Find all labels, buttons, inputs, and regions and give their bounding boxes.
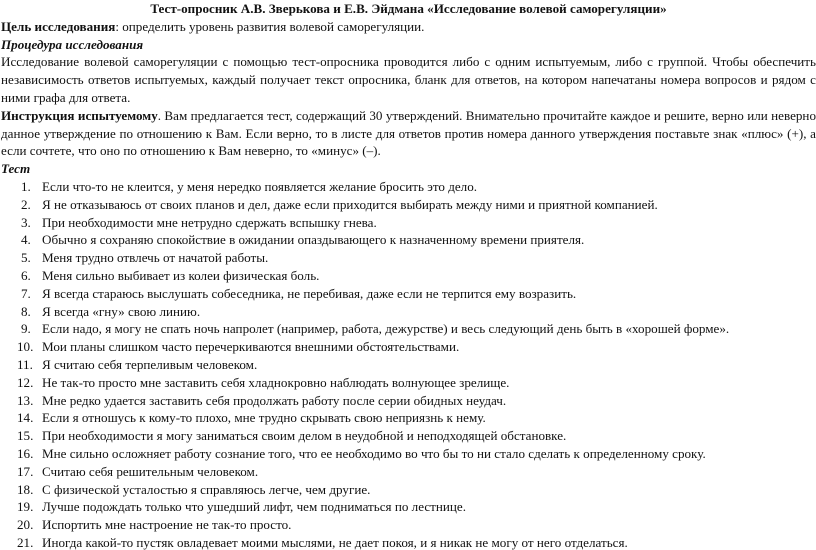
test-item (1, 481, 816, 499)
test-item-text: Я считаю себя терпеливым человеком. (42, 356, 258, 372)
test-item-number: 8. (21, 303, 31, 319)
test-heading: Тест (1, 161, 31, 177)
test-item-number: 20. (17, 517, 34, 533)
procedure-text: Исследование волевой саморегуляции с помощью тест-опросника проводится либо с одним испытуемым, либо с группой. Чтобы обеспечить независимость ответов испытуемых, каждый получает текст опросника, бланк для ответов, на котором напечатаны номера вопросов и рядом с ними графа для ответа. (1, 54, 816, 105)
test-item (1, 534, 816, 550)
test-item-number: 4. (21, 232, 31, 248)
test-item-text: С физической усталостью я справляюсь легче, чем другие. (42, 481, 371, 497)
test-item (1, 392, 816, 410)
test-item-text: Если что-то не клеится, у меня нередко появляется желание бросить это дело. (42, 178, 478, 194)
test-item-text: Считаю себя решительным человеком. (42, 463, 259, 479)
test-item-text: Мои планы слишком часто перечеркиваются внешними обстоятельствами. (42, 339, 460, 355)
test-item (1, 267, 816, 285)
instruction-paragraph (1, 107, 816, 160)
test-item-text: Испортить мне настроение не так-то просто. (42, 517, 292, 533)
test-item-number: 3. (21, 214, 31, 230)
test-item-text: Обычно я сохраняю спокойствие в ожидании опаздывающего к назначенному времени приятеля. (42, 232, 585, 248)
goal-label: Цель исследования (1, 18, 116, 34)
test-item-number: 12. (17, 374, 34, 390)
test-item-number: 9. (21, 321, 31, 337)
goal-text: : определить уровень развития волевой саморегуляции. (115, 18, 425, 34)
test-item-number: 15. (17, 428, 34, 444)
test-item-text: Я не отказываюсь от своих планов и дел, даже если приходится выбирать между ними и приятной компанией. (42, 196, 658, 212)
test-item-number: 7. (21, 285, 31, 301)
test-item (1, 338, 816, 356)
test-item-number: 5. (21, 250, 31, 266)
test-item-text: При необходимости мне нетрудно сдержать вспышку гнева. (42, 214, 377, 230)
test-item-text: Иногда какой-то пустяк овладевает моими мыслями, не дает покоя, и я никак не могу от него отделаться. (42, 534, 628, 550)
test-item (1, 374, 816, 392)
test-item-text: Я всегда «гну» свою линию. (42, 303, 201, 319)
test-item-text: Я всегда стараюсь выслушать собеседника, не перебивая, даже если не терпится ему возразить. (42, 285, 577, 301)
test-item (1, 445, 816, 463)
test-item-number: 10. (17, 339, 34, 355)
test-item-number: 11. (17, 356, 33, 372)
test-item-number: 16. (17, 445, 34, 461)
test-item-number: 6. (21, 267, 31, 283)
test-item-number: 17. (17, 463, 34, 479)
instruction-label: Инструкция испытуемому (1, 107, 158, 123)
test-item-text: Меня сильно выбивает из колеи физическая боль. (42, 267, 320, 283)
test-item-text: Мне редко удается заставить себя продолжать работу после серии обидных неудач. (42, 392, 507, 408)
test-item (1, 409, 816, 427)
test-item (1, 249, 816, 267)
test-item-text: Мне сильно осложняет работу сознание того, что ее необходимо во что бы то ни стало сделать к определенному сроку. (42, 445, 706, 461)
test-item-text: Если я отношусь к кому-то плохо, мне трудно скрывать свою неприязнь к нему. (42, 410, 486, 426)
procedure-heading: Процедура исследования (1, 36, 144, 52)
test-item (1, 285, 816, 303)
goal-line (1, 18, 816, 36)
test-item (1, 356, 816, 374)
document-title: Тест-опросник А.В. Зверькова и Е.В. Эйдмана «Исследование волевой саморегуляции» (150, 1, 667, 16)
test-item (1, 427, 816, 445)
test-item-number: 13. (17, 392, 34, 408)
test-item (1, 498, 816, 516)
test-item-text: Если надо, я могу не спать ночь напролет (например, работа, дежурстве) и весь следующий день быть в «хорошей форме». (42, 321, 730, 337)
test-item-number: 21. (17, 534, 34, 550)
test-item (1, 516, 816, 534)
test-item (1, 214, 816, 232)
test-item-number: 1. (21, 178, 31, 194)
test-item-number: 19. (17, 499, 34, 515)
test-item-text: При необходимости я могу заниматься своим делом в неудобной и неподходящей обстановке. (42, 428, 567, 444)
test-item (1, 463, 816, 481)
instruction-text: . Вам предлагается тест, содержащий 30 утверждений. Внимательно прочитайте каждое и решите, верно или неверно данное утверждение по отношению к Вам. Если верно, то в листе для ответов против номера данного утверждения поставьте знак «плюс» (+), а если сочтете, что оно по отношению к Вам неверно, то «минус» (–). (1, 107, 816, 159)
test-item-text: Меня трудно отвлечь от начатой работы. (42, 250, 269, 266)
test-items-list (1, 178, 816, 550)
test-item (1, 303, 816, 321)
test-item (1, 231, 816, 249)
test-item-number: 18. (17, 481, 34, 497)
test-item-number: 14. (17, 410, 34, 426)
test-item (1, 196, 816, 214)
test-item-text: Не так-то просто мне заставить себя хладнокровно наблюдать волнующее зрелище. (42, 374, 510, 390)
test-item-text: Лучше подождать только что ушедший лифт, чем подниматься по лестнице. (42, 499, 466, 515)
test-item (1, 320, 816, 338)
test-item-number: 2. (21, 196, 31, 212)
test-item (1, 178, 816, 196)
